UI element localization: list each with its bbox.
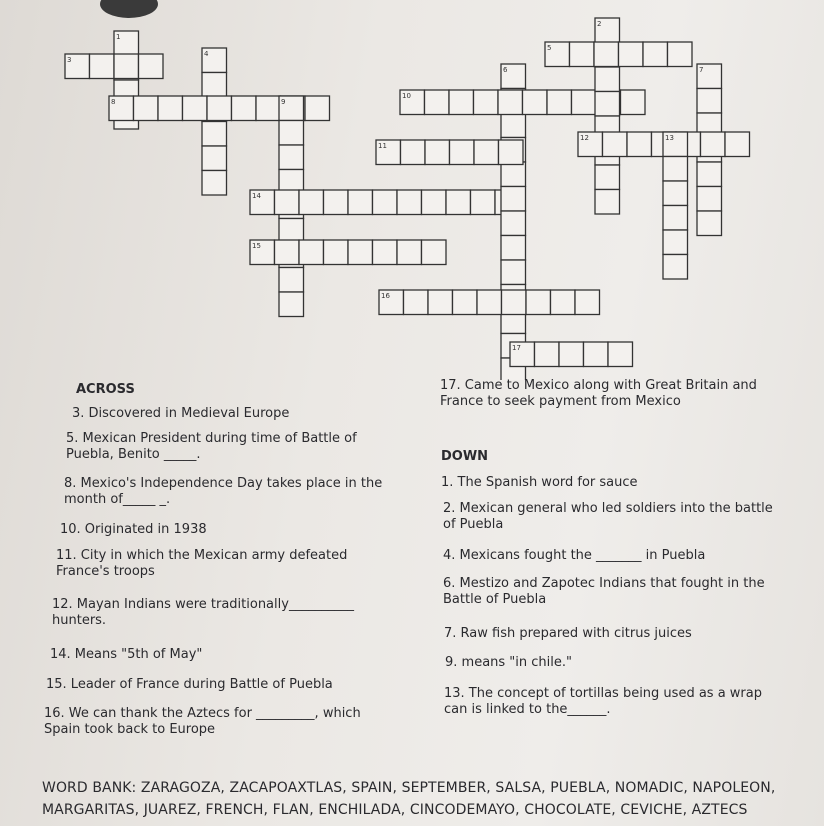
across-clue-8: 8. Mexico's Independence Day takes place in the month of_____ _. [64,476,383,508]
clue-number: 10 [402,92,411,100]
down-clue-4: 4. Mexicans fought the _______ in Puebla [443,548,706,563]
crossword-cell[interactable] [501,162,526,187]
crossword-cell[interactable] [501,187,526,212]
crossword-cell[interactable] [401,140,426,165]
down-clue-6: 6. Mestizo and Zapotec Indians that fought in the Battle of Puebla [443,576,765,608]
crossword-cell[interactable] [523,90,548,115]
down-clue-9: 9. means "in chile." [445,655,572,670]
crossword-cell[interactable] [428,290,453,315]
down-clue-2: 2. Mexican general who led soldiers into the battle of Puebla [443,501,773,533]
crossword-cell[interactable] [547,90,572,115]
crossword-cell[interactable] [501,113,526,138]
crossword-cell[interactable] [551,290,576,315]
crossword-cell[interactable] [202,73,227,98]
across-clue-10: 10. Originated in 1938 [60,522,207,537]
clue-number: 12 [580,134,589,142]
crossword-cell[interactable] [595,67,620,92]
crossword-cell[interactable] [663,181,688,206]
crossword-cell[interactable] [570,42,595,67]
across-clue-3: 3. Discovered in Medieval Europe [72,406,290,421]
clue-number: 2 [597,20,602,28]
across-clue-12: 12. Mayan Indians were traditionally__________ hunters. [52,597,354,629]
across-clue-5: 5. Mexican President during time of Battle of Puebla, Benito _____. [66,431,357,463]
crossword-cell[interactable] [499,140,524,165]
crossword-cell[interactable] [697,211,722,236]
crossword-cell[interactable] [450,140,475,165]
crossword-cell[interactable] [324,190,349,215]
crossword-cell[interactable] [595,165,620,190]
crossword-cell[interactable] [279,145,304,170]
crossword-cell[interactable] [471,190,496,215]
crossword-cell[interactable] [575,290,600,315]
word-bank-line-1: WORD BANK: ZARAGOZA, ZACAPOAXTLAS, SPAIN, SEPTEMBER, SALSA, PUEBLA, NOMADIC, NAPOLEON, [42,780,776,796]
across-clue-14: 14. Means "5th of May" [50,647,203,662]
crossword-cell[interactable] [621,90,646,115]
crossword-cell[interactable] [275,190,300,215]
crossword-cell[interactable] [697,162,722,187]
crossword-cell[interactable] [663,255,688,280]
crossword-cell[interactable] [299,240,324,265]
crossword-cell[interactable] [643,42,668,67]
crossword-cell[interactable] [498,90,523,115]
crossword-cell[interactable] [501,211,526,236]
crossword-cell[interactable] [595,92,620,117]
crossword-cell[interactable] [422,240,447,265]
crossword-cell[interactable] [202,122,227,147]
crossword-cell[interactable] [501,260,526,285]
clue-number: 6 [503,66,508,74]
crossword-cell[interactable] [594,42,619,67]
clue-number: 8 [111,98,116,106]
crossword-cell[interactable] [449,90,474,115]
crossword-cell[interactable] [207,96,232,121]
down-heading: DOWN [441,449,489,464]
clue-number: 4 [204,50,209,58]
crossword-cell[interactable] [373,190,398,215]
crossword-cell[interactable] [373,240,398,265]
crossword-cell[interactable] [608,342,633,367]
crossword-grid [0,0,824,380]
crossword-cell[interactable] [202,171,227,196]
clue-number: 15 [252,242,261,250]
crossword-cell[interactable] [348,240,373,265]
crossword-cell[interactable] [474,140,499,165]
crossword-cell[interactable] [701,132,726,157]
crossword-cell[interactable] [697,187,722,212]
crossword-cell[interactable] [422,190,447,215]
crossword-cell[interactable] [279,121,304,146]
crossword-cell[interactable] [404,290,429,315]
crossword-cell[interactable] [572,90,597,115]
clue-number: 9 [281,98,286,106]
crossword-cell[interactable] [275,240,300,265]
across-clue-17: 17. Came to Mexico along with Great Britain and France to seek payment from Mexico [440,378,757,410]
crossword-cell[interactable] [668,42,693,67]
clue-number: 3 [67,56,72,64]
clue-number: 11 [378,142,387,150]
crossword-cell[interactable] [134,96,159,121]
crossword-cell[interactable] [299,190,324,215]
crossword-cell[interactable] [114,54,139,79]
down-clue-7: 7. Raw fish prepared with citrus juices [444,626,692,641]
crossword-cell[interactable] [446,190,471,215]
crossword-cell[interactable] [595,190,620,215]
across-clue-16: 16. We can thank the Aztecs for _________, which Spain took back to Europe [44,706,361,738]
clue-number: 5 [547,44,552,52]
crossword-cell[interactable] [619,42,644,67]
clue-number: 7 [699,66,704,74]
crossword-cell[interactable] [663,206,688,231]
crossword-cell[interactable] [453,290,478,315]
crossword-cell[interactable] [725,132,750,157]
clue-number: 1 [116,33,121,41]
crossword-cell[interactable] [256,96,281,121]
crossword-cell[interactable] [425,90,450,115]
clue-number: 17 [512,344,521,352]
across-clue-15: 15. Leader of France during Battle of Puebla [46,677,333,692]
clue-number: 13 [665,134,674,142]
crossword-cell[interactable] [526,290,551,315]
word-bank-line-2: MARGARITAS, JUAREZ, FRENCH, FLAN, ENCHILADA, CINCODEMAYO, CHOCOLATE, CEVICHE, AZTECS [42,802,748,818]
clue-number: 14 [252,192,261,200]
down-clue-1: 1. The Spanish word for sauce [441,475,638,490]
crossword-cell[interactable] [324,240,349,265]
crossword-cell[interactable] [397,240,422,265]
across-heading: ACROSS [76,382,135,397]
crossword-cell[interactable] [158,96,183,121]
crossword-cell[interactable] [348,190,373,215]
crossword-cell[interactable] [425,140,450,165]
crossword-cell[interactable] [477,290,502,315]
crossword-cell[interactable] [279,268,304,293]
crossword-cell[interactable] [559,342,584,367]
crossword-cell[interactable] [584,342,609,367]
crossword-cell[interactable] [603,132,628,157]
crossword-cell[interactable] [697,89,722,114]
crossword-cell[interactable] [202,146,227,171]
crossword-cell[interactable] [397,190,422,215]
clue-number: 16 [381,292,390,300]
crossword-cell[interactable] [232,96,257,121]
crossword-cell[interactable] [501,236,526,261]
crossword-cell[interactable] [279,292,304,317]
across-clue-11: 11. City in which the Mexican army defeated France's troops [56,548,348,580]
crossword-cell[interactable] [474,90,499,115]
crossword-cell[interactable] [305,96,330,121]
crossword-cell[interactable] [627,132,652,157]
down-clue-13: 13. The concept of tortillas being used as a wrap can is linked to the______. [444,686,762,718]
crossword-cell[interactable] [183,96,208,121]
crossword-cell[interactable] [663,230,688,255]
crossword-cell[interactable] [535,342,560,367]
crossword-cell[interactable] [90,54,115,79]
crossword-cell[interactable] [502,290,527,315]
crossword-cell[interactable] [663,157,688,182]
crossword-cell[interactable] [279,219,304,244]
crossword-cell[interactable] [139,54,164,79]
